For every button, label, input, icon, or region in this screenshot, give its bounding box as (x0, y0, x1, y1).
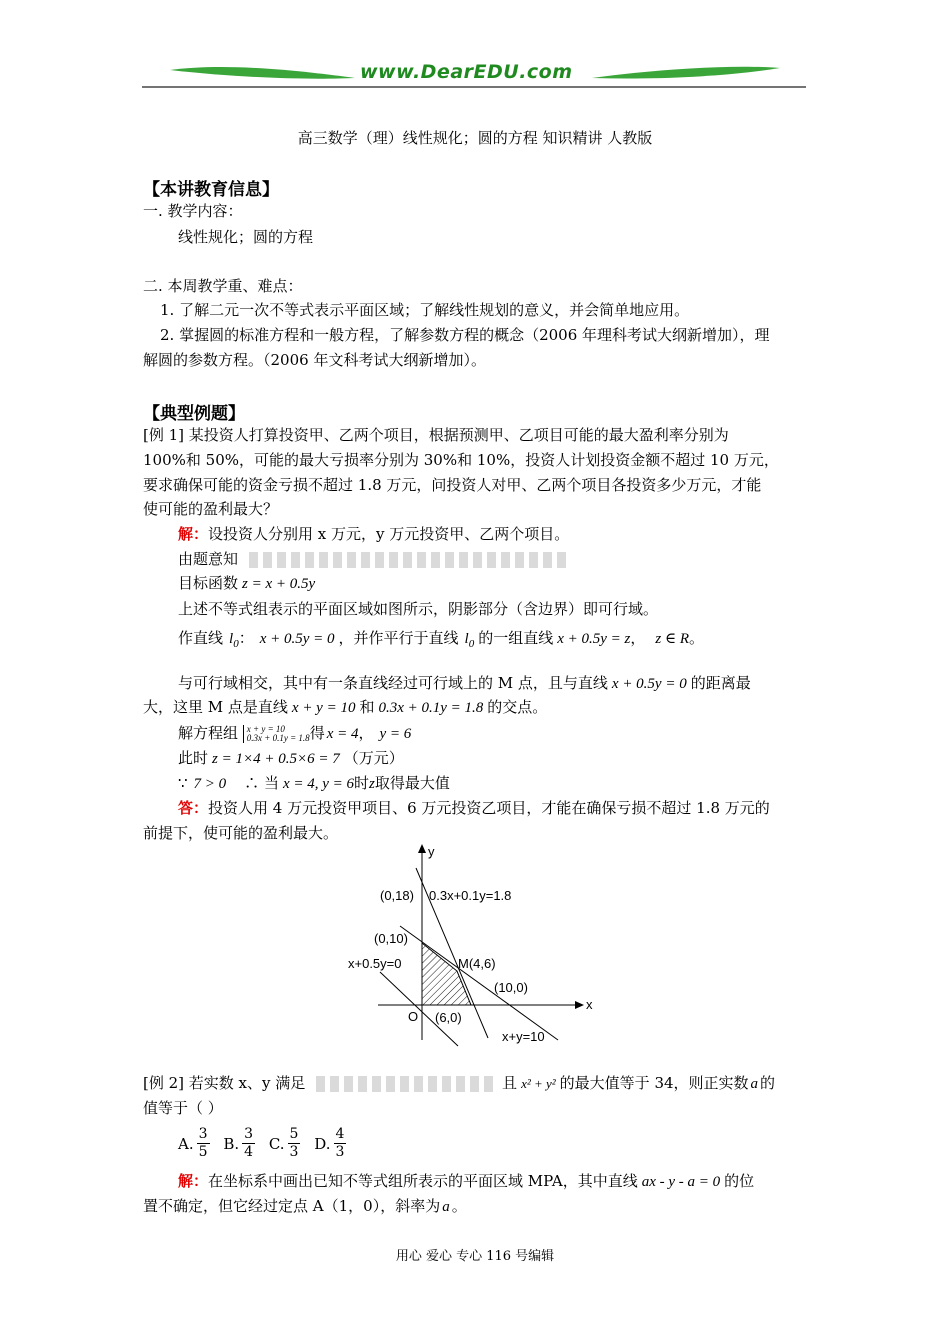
x-axis-arrow-icon (575, 1001, 584, 1009)
draw-line-row (178, 626, 704, 656)
section-heading-examples: 【典型例题】 (143, 404, 245, 424)
condition-label: 由题意知 (178, 550, 239, 568)
key-point-1: 1. 了解二元一次不等式表示平面区域；了解线性规划的意义，并会简单地应用。 (160, 301, 690, 319)
page-footer: 用心 爱心 专心 116 号编辑 (395, 1249, 555, 1264)
option-a[interactable]: A. $\frac{3}{5}$ (178, 1126, 208, 1160)
conclusion-line: ∵ 7 > 0 ∴ 当 x = 4, y = 6时z取得最大值 (178, 774, 450, 792)
label-eqxy: x+y=10 (502, 1029, 545, 1044)
example1-line2: 100%和 50%，可能的最大亏损率分别为 30%和 10%，投资人计划投资金额不超过 10 万元， (143, 451, 779, 469)
label-axis-y: y (428, 844, 435, 859)
result-line: 此时 z = 1×4 + 0.5×6 = 7 （万元） (178, 749, 404, 767)
answer1-line2: 前提下，使可能的盈利最大。 (143, 824, 339, 842)
key-point-2-line1: 2. 掌握圆的标准方程和一般方程，了解参数方程的概念（2006 年理科考试大纲新增加），理 (160, 326, 770, 344)
condition-line (178, 547, 569, 571)
label-eq018: 0.3x+0.1y=1.8 (429, 888, 512, 903)
l0-equation: x + 0.5y = 0 (259, 631, 335, 647)
solution-text: 设投资人分别用 x 万元，y 万元投资甲、乙两个项目。 (208, 525, 570, 543)
logo-text: www.DearEDU.com (360, 61, 573, 83)
option-b[interactable]: B. $\frac{3}{4}$ (223, 1126, 254, 1160)
example1-line1: [例 1] 某投资人打算投资甲、乙两个项目，根据预测甲、乙项目可能的最大盈利率分别为 (143, 426, 729, 444)
example2-line2: 值等于（ ） (143, 1099, 223, 1117)
comma: ， (630, 629, 646, 647)
page-title: 高三数学（理）线性规化；圆的方程 知识精讲 人教版 (297, 129, 653, 147)
objective-line (178, 571, 315, 596)
feasible-region-figure (340, 840, 610, 1050)
solution2-line1: 解：在坐标系中画出已知不等式组所表示的平面区域 MPA，其中直线 ax - y - a = 0 的位 (178, 1172, 755, 1190)
solution1-line1 (178, 522, 569, 546)
example2-options (178, 1126, 349, 1170)
family-equation: x + 0.5y = z (557, 631, 631, 647)
label-p018: (0,18) (380, 888, 414, 903)
region-line: 上述不等式组表示的平面区域如图所示，阴影部分（含边界）即可行域。 (178, 600, 659, 618)
solve-system-line: 解方程组 x + y = 10 0.3x + 0.1y = 1.8 得 x = 4， y = 6 (178, 724, 412, 743)
key-point-2-line2: 解圆的参数方程。（2006 年文科考试大纲新增加）。 (143, 351, 486, 369)
condition-system-image (249, 552, 569, 568)
solution-label: 解： (178, 525, 209, 543)
teaching-content-text: 线性规化；圆的方程 (178, 228, 314, 246)
feasible-region (422, 943, 471, 1005)
solve-system: x + y = 10 0.3x + 0.1y = 1.8 (243, 725, 310, 743)
parallel-text: ，并作平行于直线 (338, 629, 459, 647)
example1-line3: 要求确保可能的资金亏损不超过 1.8 万元，问投资人对甲、乙两个项目各投资多少万元，才能 (143, 476, 762, 494)
label-p100: (10,0) (494, 980, 528, 995)
family-text: 的一组直线 (478, 629, 554, 647)
intersect-line2: 大，这里 M 点是直线 x + y = 10 和 0.3x + 0.1y = 1.8 的交点。 (143, 698, 548, 716)
objective-expr: z = x + 0.5y (242, 576, 316, 592)
z-in-r: z ∈ R (655, 631, 689, 647)
option-d[interactable]: D. $\frac{4}{3}$ (314, 1126, 345, 1160)
l0-symbol: $l_0$ (229, 631, 239, 650)
label-p60: (6,0) (435, 1010, 462, 1025)
label-p010: (0,10) (374, 931, 408, 946)
draw-line-text: 作直线 (178, 629, 224, 647)
period: 。 (689, 629, 705, 647)
example1-line4: 使可能的盈利最大？ (143, 500, 279, 518)
example2-system-image (316, 1076, 496, 1092)
label-eql0: x+0.5y=0 (348, 956, 402, 971)
intersect-line1: 与可行域相交，其中有一条直线经过可行域上的 M 点，且与直线 x + 0.5y = 0 的距离最 (178, 674, 751, 692)
example2-line1: [例 2] 若实数 x、y 满足 且 x² + y² 的最大值等于 34，则正实数 a 的 (143, 1074, 776, 1092)
answer1-line1: 答：投资人用 4 万元投资甲项目、6 万元投资乙项目，才能在确保亏损不超过 1.8 万元的 (178, 799, 770, 817)
objective-label: 目标函数 (178, 574, 239, 592)
y-axis-arrow-icon (418, 844, 426, 853)
solution2-line2: 置不确定，但它经过定点 A（1，0），斜率为 a 。 (143, 1197, 467, 1215)
key-points-label: 二. 本周教学重、难点： (143, 277, 303, 295)
colon: ： (238, 629, 254, 647)
label-axis-x: x (586, 997, 593, 1012)
label-m: M(4,6) (458, 956, 496, 971)
option-c[interactable]: C. $\frac{5}{3}$ (268, 1126, 299, 1160)
teaching-content-label: 一. 教学内容： (143, 202, 243, 220)
header-logo (140, 58, 810, 92)
label-origin: O (408, 1009, 419, 1024)
l0-symbol-2: $l_0$ (464, 631, 475, 650)
section-heading-info: 【本讲教育信息】 (143, 180, 279, 200)
